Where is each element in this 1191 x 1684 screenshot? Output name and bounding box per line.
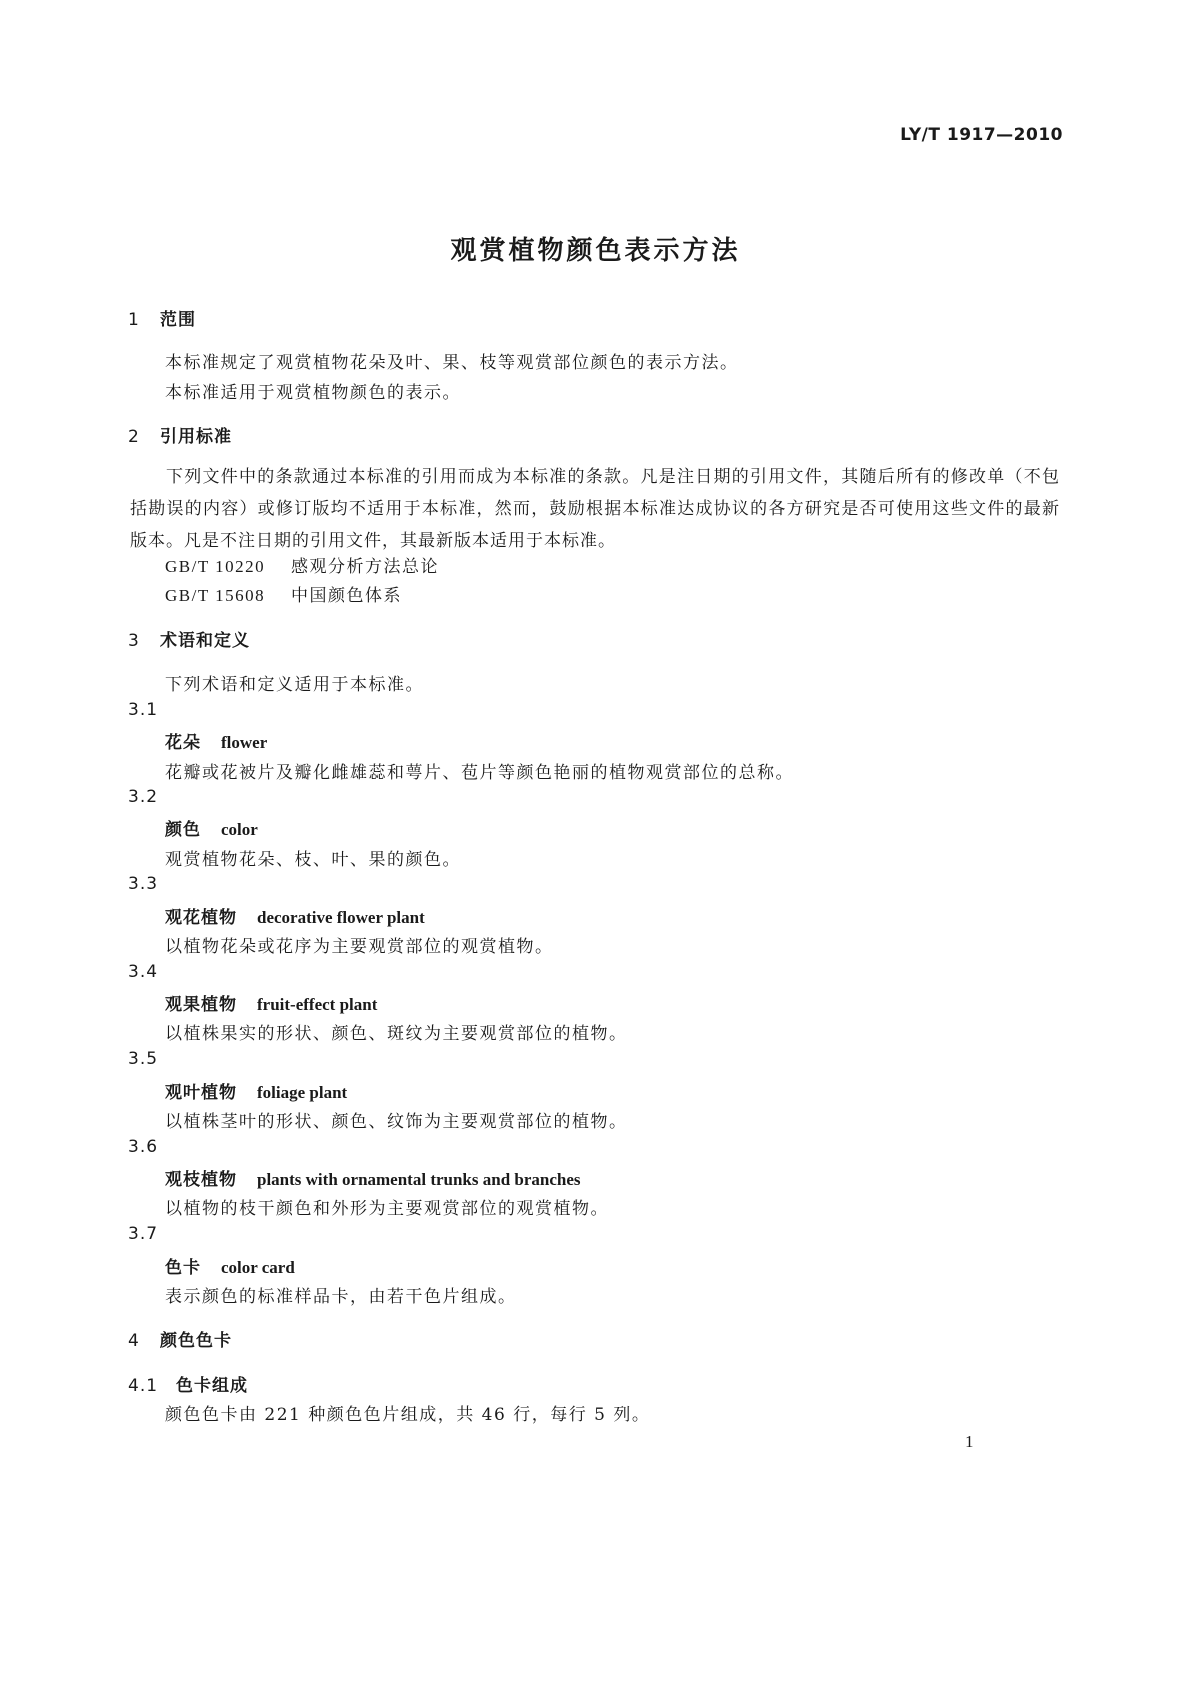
term-heading <box>165 990 377 1015</box>
clause-number: 3.1 <box>128 700 159 720</box>
term-zh: 颜色 <box>165 820 201 840</box>
section-1-heading <box>128 305 196 330</box>
section-title: 术语和定义 <box>160 631 250 651</box>
term-definition: 以植株果实的形状、颜色、斑纹为主要观赏部位的植物。 <box>165 1024 628 1044</box>
section-3-intro: 下列术语和定义适用于本标准。 <box>165 675 424 695</box>
subsection-title: 色卡组成 <box>176 1376 248 1396</box>
term-en: foliage plant <box>257 1083 348 1102</box>
section-number: 4 <box>128 1331 140 1351</box>
section-number: 2 <box>128 427 140 447</box>
term-definition: 以植物花朵或花序为主要观赏部位的观赏植物。 <box>165 937 554 957</box>
reference-code: GB/T 10220 <box>165 557 266 576</box>
term-en: color <box>221 820 258 839</box>
subsection-4-1-heading <box>128 1371 248 1396</box>
term-zh: 观枝植物 <box>165 1170 237 1190</box>
section-2-heading <box>128 422 232 447</box>
section-number: 1 <box>128 310 140 330</box>
section-2-paragraph: 下列文件中的条款通过本标准的引用而成为本标准的条款。凡是注日期的引用文件，其随后所有的修改单（不包括勘误的内容）或修订版均不适用于本标准，然而，鼓励根据本标准达成协议的各方研究是否可使用这些文件的最新版本。凡是不注日期的引用文件，其最新版本适用于本标准。 <box>130 467 1060 551</box>
section-4-heading <box>128 1326 232 1351</box>
standard-number: LY/T 1917—2010 <box>900 125 1063 145</box>
clause-number: 3.6 <box>128 1137 159 1157</box>
clause-number: 3.7 <box>128 1224 159 1244</box>
term-en: color card <box>221 1258 295 1277</box>
term-en: decorative flower plant <box>257 908 425 927</box>
section-1-para-2: 本标准适用于观赏植物颜色的表示。 <box>165 383 461 403</box>
page-number: 1 <box>965 1432 974 1451</box>
term-heading <box>165 1078 347 1103</box>
section-title: 引用标准 <box>160 427 232 447</box>
term-zh: 观花植物 <box>165 908 237 928</box>
term-en: plants with ornamental trunks and branches <box>257 1170 581 1189</box>
reference-item <box>165 552 439 577</box>
term-zh: 观果植物 <box>165 995 237 1015</box>
subsection-4-1-para: 颜色色卡由 221 种颜色色片组成，共 46 行，每行 5 列。 <box>165 1405 651 1425</box>
document-title: 观赏植物颜色表示方法 <box>450 236 741 266</box>
subsection-number: 4.1 <box>128 1376 159 1396</box>
term-heading <box>165 903 425 928</box>
reference-name: 感观分析方法总论 <box>291 557 439 577</box>
term-heading <box>165 1253 295 1278</box>
section-title: 范围 <box>160 310 196 330</box>
section-1-para-1: 本标准规定了观赏植物花朵及叶、果、枝等观赏部位颜色的表示方法。 <box>165 353 739 373</box>
reference-item <box>165 581 402 606</box>
section-number: 3 <box>128 631 140 651</box>
term-en: fruit-effect plant <box>257 995 378 1014</box>
term-heading <box>165 1165 581 1190</box>
term-zh: 花朵 <box>165 733 201 753</box>
term-en: flower <box>221 733 268 752</box>
section-3-heading <box>128 626 250 651</box>
clause-number: 3.5 <box>128 1049 159 1069</box>
clause-number: 3.3 <box>128 874 159 894</box>
reference-code: GB/T 15608 <box>165 586 266 605</box>
term-heading <box>165 728 267 753</box>
term-definition: 以植株茎叶的形状、颜色、纹饰为主要观赏部位的植物。 <box>165 1112 628 1132</box>
clause-number: 3.2 <box>128 787 159 807</box>
term-zh: 色卡 <box>165 1258 201 1278</box>
term-heading <box>165 815 258 840</box>
reference-name: 中国颜色体系 <box>291 586 402 606</box>
term-definition: 以植物的枝干颜色和外形为主要观赏部位的观赏植物。 <box>165 1199 609 1219</box>
term-definition: 花瓣或花被片及瓣化雌雄蕊和萼片、苞片等颜色艳丽的植物观赏部位的总称。 <box>165 763 794 783</box>
clause-number: 3.4 <box>128 962 159 982</box>
term-definition: 表示颜色的标准样品卡，由若干色片组成。 <box>165 1287 517 1307</box>
section-title: 颜色色卡 <box>160 1331 232 1351</box>
term-definition: 观赏植物花朵、枝、叶、果的颜色。 <box>165 850 461 870</box>
term-zh: 观叶植物 <box>165 1083 237 1103</box>
